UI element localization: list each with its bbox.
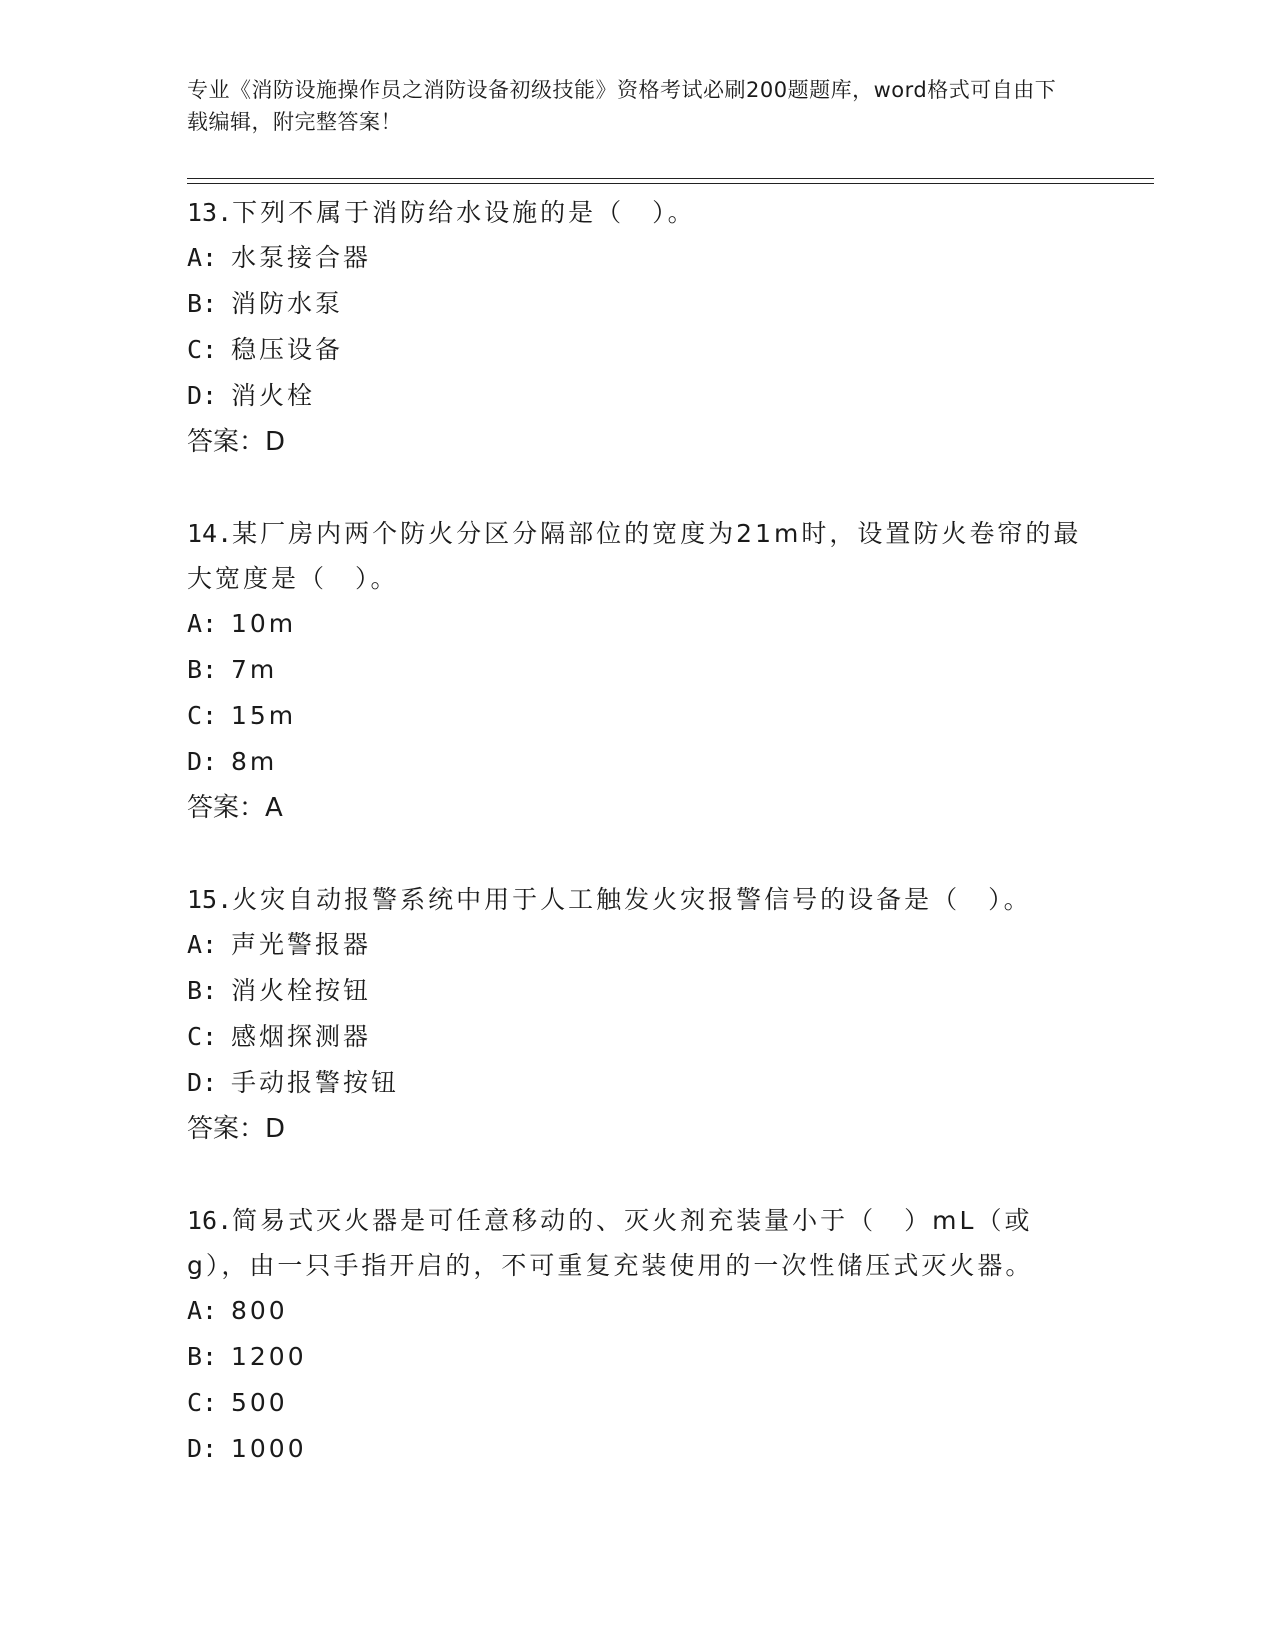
option-text: 稳压设备	[231, 335, 344, 364]
option-text: 15m	[231, 701, 297, 730]
option-text: 1000	[231, 1434, 307, 1463]
option-c	[187, 1014, 1087, 1060]
question-number: 15.	[187, 885, 233, 914]
option-letter: B:	[187, 289, 218, 318]
option-letter: A:	[187, 609, 218, 638]
question-number: 16.	[187, 1206, 233, 1235]
option-a	[187, 1288, 1087, 1334]
question-16	[187, 1198, 1087, 1472]
option-letter: C:	[187, 701, 218, 730]
option-text: 500	[231, 1388, 288, 1417]
option-letter: B:	[187, 655, 218, 684]
option-text: 消火栓按钮	[231, 976, 372, 1005]
option-c	[187, 1380, 1087, 1426]
option-letter: B:	[187, 1342, 218, 1371]
option-b	[187, 968, 1087, 1014]
option-a	[187, 922, 1087, 968]
question-spacer	[187, 831, 1087, 877]
question-15	[187, 877, 1087, 1152]
option-b	[187, 647, 1087, 693]
option-text: 8m	[231, 747, 278, 776]
header-divider-bottom	[187, 183, 1154, 184]
option-letter: C:	[187, 1022, 218, 1051]
question-spacer	[187, 465, 1087, 511]
option-d	[187, 1060, 1087, 1106]
option-letter: D:	[187, 1068, 218, 1097]
option-text: 水泵接合器	[231, 243, 372, 272]
option-letter: A:	[187, 1296, 218, 1325]
option-letter: D:	[187, 747, 218, 776]
option-text: 消防水泵	[231, 289, 344, 318]
answer-line: 答案：A	[187, 793, 283, 823]
option-c	[187, 693, 1087, 739]
option-c	[187, 327, 1087, 373]
answer-line: 答案：D	[187, 427, 286, 457]
option-a	[187, 601, 1087, 647]
option-d	[187, 373, 1087, 419]
option-d	[187, 739, 1087, 785]
option-a	[187, 235, 1087, 281]
option-b	[187, 1334, 1087, 1380]
option-letter: A:	[187, 243, 218, 272]
question-text: 简易式灭火器是可任意移动的、灭火剂充装量小于（ ）mL（或g），由一只手指开启的，不可重复充装使用的一次性储压式灭火器。	[187, 1206, 1034, 1280]
question-list	[187, 190, 1087, 1472]
option-letter: C:	[187, 335, 218, 364]
option-letter: D:	[187, 1434, 218, 1463]
option-text: 10m	[231, 609, 297, 638]
question-text: 某厂房内两个防火分区分隔部位的宽度为21m时，设置防火卷帘的最大宽度是（ ）。	[187, 519, 1082, 593]
question-spacer	[187, 1152, 1087, 1198]
question-number: 14.	[187, 519, 233, 548]
option-text: 手动报警按钮	[231, 1068, 400, 1097]
question-stem	[187, 1198, 1087, 1288]
option-text: 7m	[231, 655, 278, 684]
option-text: 消火栓	[231, 381, 316, 410]
option-text: 800	[231, 1296, 288, 1325]
option-text: 声光警报器	[231, 930, 372, 959]
question-stem	[187, 877, 1087, 922]
question-14	[187, 511, 1087, 831]
option-b	[187, 281, 1087, 327]
option-text: 感烟探测器	[231, 1022, 372, 1051]
option-letter: B:	[187, 976, 218, 1005]
question-13	[187, 190, 1087, 465]
question-text: 火灾自动报警系统中用于人工触发火灾报警信号的设备是（ ）。	[232, 885, 1032, 914]
option-letter: C:	[187, 1388, 218, 1417]
option-letter: A:	[187, 930, 218, 959]
question-text: 下列不属于消防给水设施的是（ ）。	[232, 198, 696, 227]
option-text: 1200	[231, 1342, 307, 1371]
document-header: 专业《消防设施操作员之消防设备初级技能》资格考试必刷200题题库，word格式可自由下载编辑，附完整答案！	[187, 78, 1057, 134]
question-stem	[187, 190, 1087, 235]
option-letter: D:	[187, 381, 218, 410]
header-divider-top	[187, 178, 1154, 179]
question-stem	[187, 511, 1087, 601]
question-number: 13.	[187, 198, 233, 227]
answer-line: 答案：D	[187, 1114, 286, 1144]
option-d	[187, 1426, 1087, 1472]
